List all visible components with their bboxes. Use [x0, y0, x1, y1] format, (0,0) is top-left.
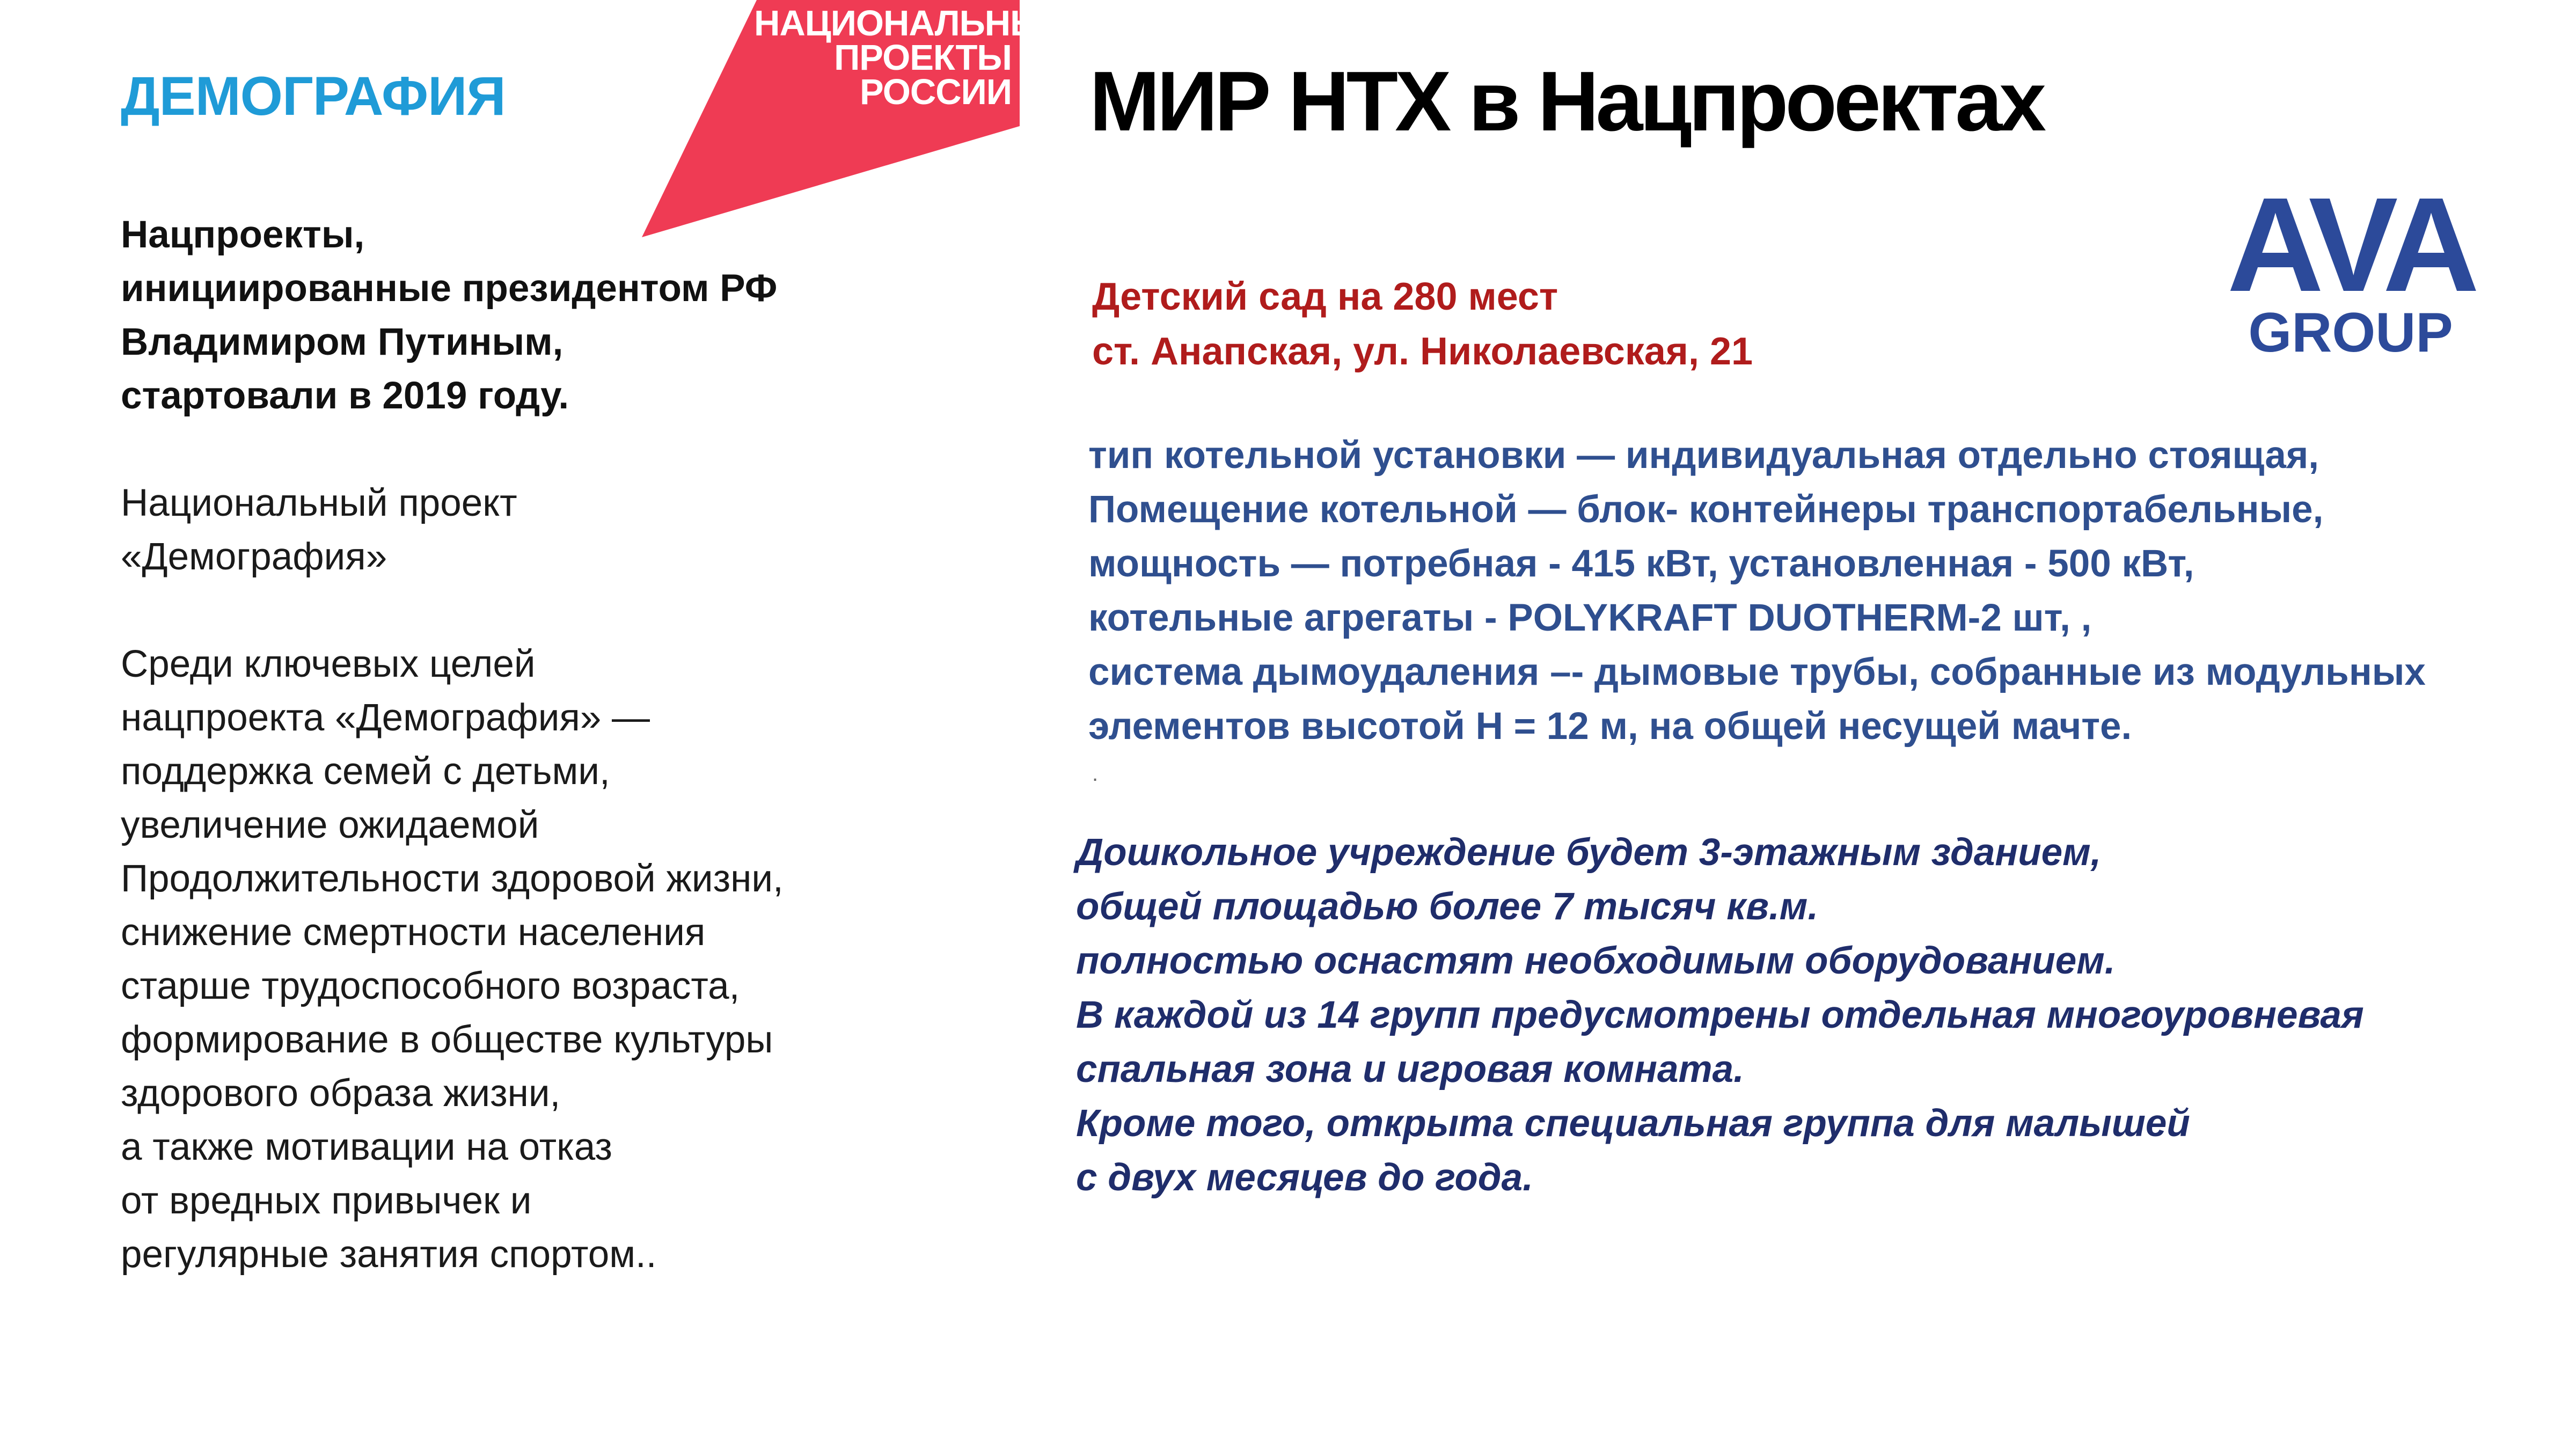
- ava-group-logo: [2211, 166, 2490, 392]
- goals-line: старше трудоспособного возраста,: [121, 965, 740, 1007]
- goals-line: нацпроекта «Демография» —: [121, 697, 650, 739]
- spec-line: тип котельной установки — индивидуальная отдельно стоящая,: [1088, 434, 2319, 477]
- boiler-specs: [1088, 428, 2426, 753]
- description-line: полностью оснастят необходимым оборудованием.: [1076, 940, 2116, 982]
- logo-text-line: НАЦИОНАЛЬНЫЕ: [754, 3, 1069, 43]
- description-line: общей площадью более 7 тысяч кв.м.: [1076, 885, 1819, 928]
- logo-text-line: РОССИИ: [859, 72, 1012, 112]
- goals-line: здорового образа жизни,: [121, 1072, 561, 1115]
- goals-line: снижение смертности населения: [121, 911, 706, 954]
- intro-line: Нацпроекты,: [121, 214, 365, 256]
- goals-paragraph: [121, 638, 784, 1282]
- description-line: Дошкольное учреждение будет 3-этажным зданием,: [1076, 831, 2102, 874]
- project-paragraph: [121, 477, 517, 584]
- ava-group-logo-graphic: [2211, 166, 2490, 392]
- logo-text-line: ПРОЕКТЫ: [834, 38, 1012, 78]
- spec-line: котельные агрегаты - POLYKRAFT DUOTHERM-2 шт, ,: [1088, 597, 2092, 639]
- goals-line: увеличение ожидаемой: [121, 804, 539, 846]
- description-line: В каждой из 14 групп предусмотрены отдельная многоуровневая: [1076, 994, 2364, 1036]
- goals-line: формирование в обществе культуры: [121, 1019, 773, 1061]
- goals-line: поддержка семей с детьми,: [121, 750, 610, 793]
- goals-line: а также мотивации на отказ: [121, 1126, 612, 1168]
- project-line: «Демография»: [121, 536, 387, 578]
- intro-line: инициированные президентом РФ: [121, 267, 778, 310]
- stray-dot: .: [1092, 762, 1099, 786]
- goals-line: от вредных привычек и: [121, 1180, 532, 1222]
- kindergarten-description: [1076, 825, 2364, 1205]
- goals-line: регулярные занятия спортом..: [121, 1233, 657, 1276]
- goals-line: Продолжительности здоровой жизни,: [121, 858, 784, 900]
- spec-line: элементов высотой Н = 12 м, на общей несущей мачте.: [1088, 705, 2132, 748]
- national-projects-logo-text: [754, 3, 1069, 112]
- page-title: МИР НТХ в Нацпроектах: [1089, 54, 2044, 149]
- kindergarten-heading-line: ст. Анапская, ул. Николаевская, 21: [1092, 330, 1753, 373]
- kindergarten-heading: [1092, 269, 1753, 379]
- description-line: спальная зона и игровая комната.: [1076, 1048, 1744, 1091]
- section-title: ДЕМОГРАФИЯ: [121, 65, 506, 127]
- goals-line: Среди ключевых целей: [121, 643, 536, 685]
- intro-line: стартовали в 2019 году.: [121, 375, 569, 417]
- description-line: с двух месяцев до года.: [1076, 1157, 1533, 1199]
- ava-logo-bottom: GROUP: [2248, 302, 2453, 364]
- project-line: Национальный проект: [121, 482, 517, 524]
- description-line: Кроме того, открыта специальная группа для малышей: [1076, 1102, 2190, 1145]
- intro-line: Владимиром Путиным,: [121, 321, 564, 363]
- spec-line: мощность — потребная - 415 кВт, установленная - 500 кВт,: [1088, 543, 2194, 585]
- kindergarten-heading-line: Детский сад на 280 мест: [1092, 275, 1558, 318]
- ava-logo-top: AVA: [2227, 170, 2475, 319]
- spec-line: система дымоудаления –- дымовые трубы, собранные из модульных: [1088, 651, 2426, 693]
- spec-line: Помещение котельной — блок- контейнеры транспортабельные,: [1088, 488, 2324, 531]
